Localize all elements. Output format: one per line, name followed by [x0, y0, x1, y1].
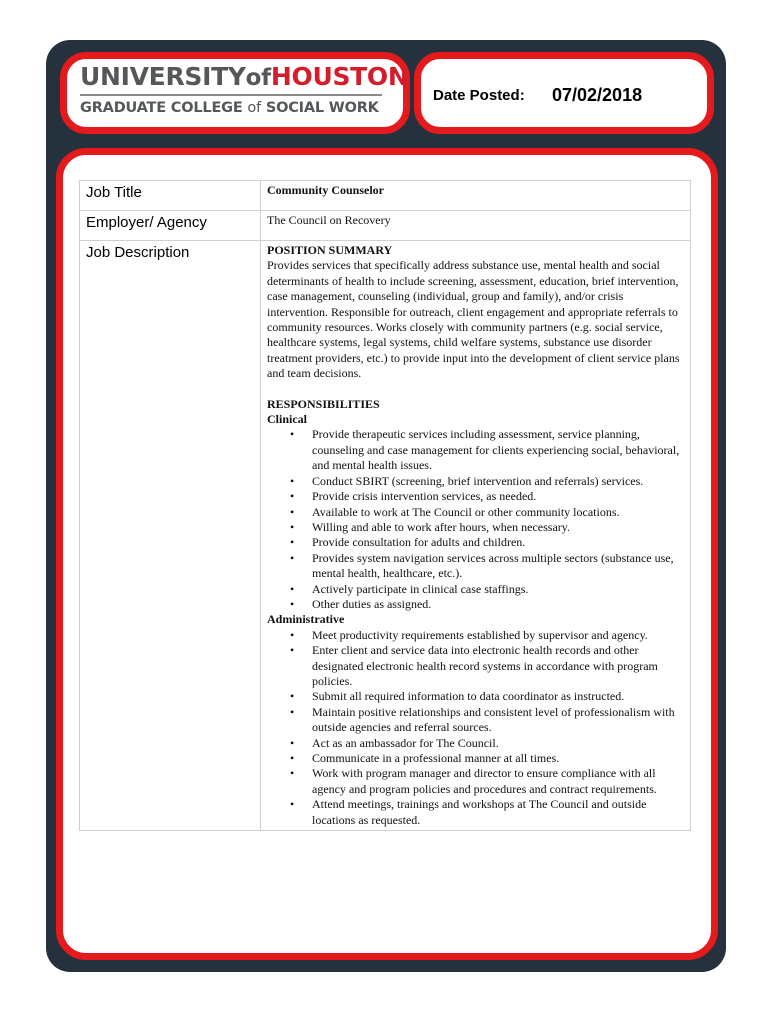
clinical-list — [267, 427, 684, 612]
list-item: • Other duties as assigned. — [312, 597, 684, 612]
list-item: • Enter client and service data into electronic health records and other designated electronic health record systems in accordance with program policies. — [312, 643, 684, 689]
job-description-value — [261, 241, 691, 831]
list-item: • Maintain positive relationships and consistent level of professionalism with outside agencies and referral sources. — [312, 705, 684, 736]
administrative-heading: Administrative — [267, 612, 345, 627]
summary-heading: POSITION SUMMARY — [267, 243, 393, 257]
job-description-label: Job Description — [80, 241, 261, 831]
list-item: • Provides system navigation services across multiple sectors (substance use, mental health, healthcare, etc.). — [312, 551, 684, 582]
list-item: • Provide crisis intervention services, as needed. — [312, 489, 684, 504]
employer-label: Employer/ Agency — [80, 211, 261, 241]
list-item: • Act as an ambassador for The Council. — [312, 736, 684, 751]
logo-college-text: GRADUATE COLLEGE — [80, 100, 243, 116]
table-row — [80, 241, 691, 831]
logo-social-text: SOCIAL WORK — [265, 100, 379, 116]
logo-houston-text: HOUSTON — [270, 62, 409, 91]
list-item: • Provide consultation for adults and children. — [312, 535, 684, 550]
list-item: • Willing and able to work after hours, when necessary. — [312, 520, 684, 535]
logo-of-text: of — [245, 65, 271, 91]
job-title-label: Job Title — [80, 181, 261, 211]
table-row — [80, 211, 691, 241]
list-item: • Submit all required information to data coordinator as instructed. — [312, 689, 684, 704]
list-item: • Actively participate in clinical case staffings. — [312, 582, 684, 597]
logo-graduate-college — [80, 100, 379, 116]
administrative-list — [267, 628, 684, 828]
logo-university-of-houston — [80, 62, 409, 91]
list-item: • Provide therapeutic services including assessment, service planning, counseling and case management for clients experiencing social, behavioral, and mental health issues. — [312, 427, 684, 473]
list-item: • Conduct SBIRT (screening, brief intervention and referrals) services. — [312, 474, 684, 489]
job-table — [79, 180, 691, 831]
logo-university-text: UNIVERSITY — [80, 62, 246, 91]
logo-divider — [80, 94, 382, 96]
list-item: • Work with program manager and director to ensure compliance with all agency and program policies and procedures and contract requirements. — [312, 766, 684, 797]
clinical-heading: Clinical — [267, 412, 308, 427]
job-title-value: Community Counselor — [261, 181, 691, 211]
table-row — [80, 181, 691, 211]
list-item: • Attend meetings, trainings and workshops at The Council and outside locations as requested. — [312, 797, 684, 828]
date-posted-value: 07/02/2018 — [552, 85, 643, 105]
logo-of2-text: of — [247, 100, 261, 116]
date-posted-label: Date Posted: — [433, 87, 525, 104]
list-item: • Available to work at The Council or other community locations. — [312, 505, 684, 520]
responsibilities-heading: RESPONSIBILITIES — [267, 396, 380, 411]
summary-text: Provides services that specifically address substance use, mental health and social determinants of health to include screening, assessment, education, brief intervention, case management, counseling (individual, group and family), and/or crisis intervention. Responsible for outreach, client engagement and appropriate referrals to community resources. Works closely with community partners (e.g. social service, healthcare systems, legal systems, child welfare systems, substance use disorder treatment providers, etc.) to provide input into the development of client service plans and team decisions. — [267, 258, 680, 381]
list-item: • Communicate in a professional manner at all times. — [312, 751, 684, 766]
list-item: • Meet productivity requirements established by supervisor and agency. — [312, 628, 684, 643]
employer-value: The Council on Recovery — [261, 211, 691, 241]
